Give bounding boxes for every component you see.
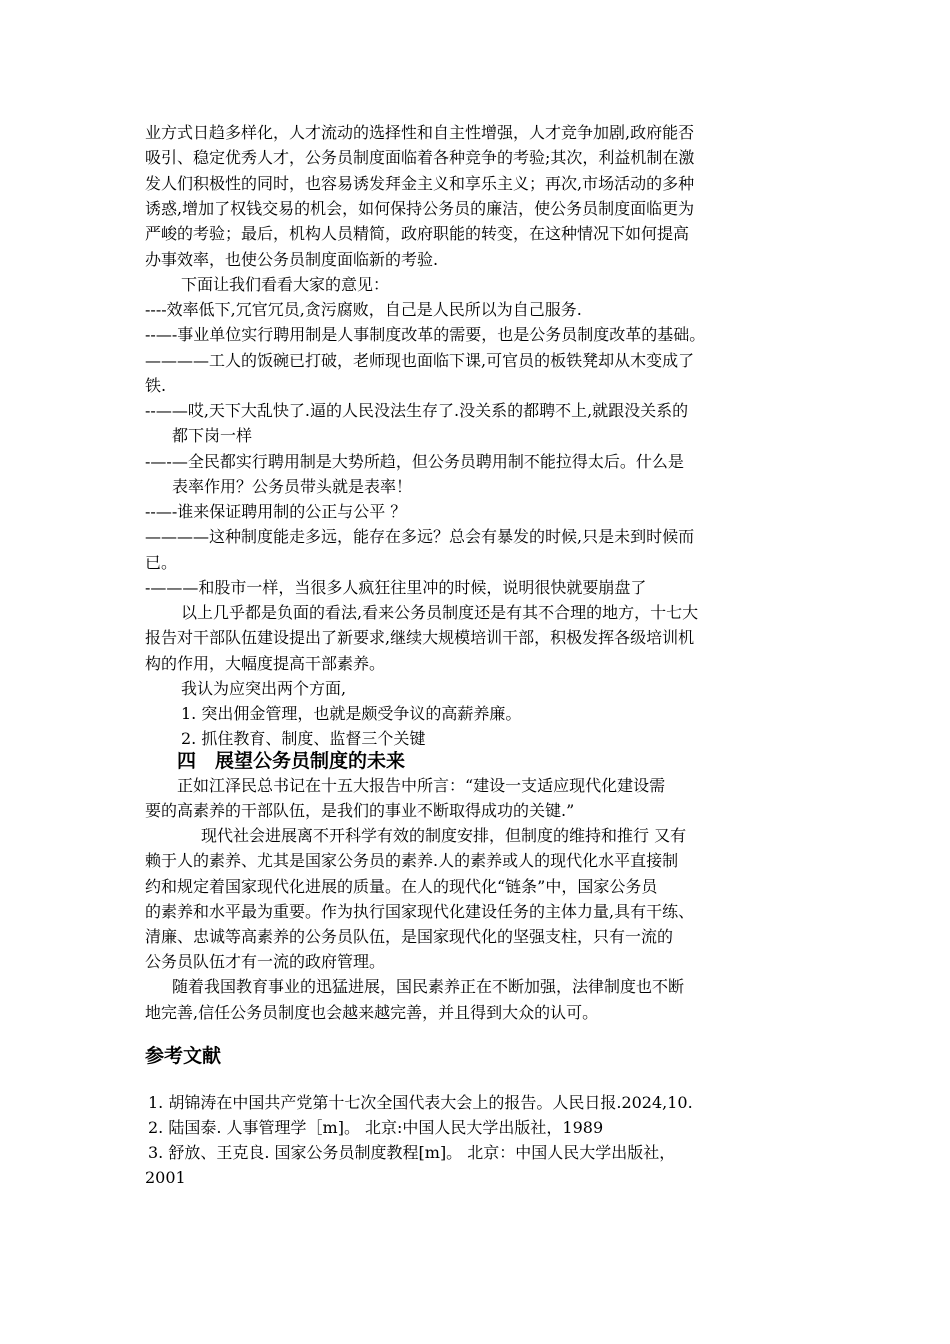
body-line: 业方式日趋多样化，人才流动的选择性和自主性增强，人才竞争加剧,政府能否: [145, 123, 695, 142]
body-line: 赖于人的素养、尤其是国家公务员的素养.人的素养或人的现代化水平直接制: [145, 851, 679, 870]
reference-item: 3. 舒放、王克良. 国家公务员制度教程[m]。 北京：中国人民大学出版社，: [148, 1143, 676, 1162]
body-line: 地完善,信任公务员制度也会越来越完善，并且得到大众的认可。: [145, 1003, 599, 1022]
opinion-line: ----效率低下,冗官冗员,贪污腐败，自己是人民所以为自己服务.: [145, 300, 582, 319]
body-line: 的素养和水平最为重要。作为执行国家现代化建设任务的主体力量,具有干练、: [145, 902, 695, 921]
body-line: 我认为应突出两个方面,: [181, 679, 347, 698]
reference-item: 1. 胡锦涛在中国共产党第十七次全国代表大会上的报告。人民日报.2024,10.: [148, 1093, 693, 1112]
opinion-line: --——哎,天下大乱快了.逼的人民没法生存了.没关系的都聘不上,就跟没关系的: [145, 401, 689, 420]
references-heading: 参考文献: [145, 1045, 222, 1067]
opinion-line: -———和股市一样，当很多人疯狂往里冲的时候，说明很快就要崩盘了: [145, 578, 647, 597]
list-item: 1. 突出佣金管理，也就是颇受争议的高薪养廉。: [181, 704, 522, 723]
opinion-line: 都下岗一样: [172, 426, 253, 445]
body-line: 要的高素养的干部队伍，是我们的事业不断取得成功的关键.”: [145, 801, 575, 820]
body-line: 发人们积极性的同时，也容易诱发拜金主义和享乐主义；再次,市场活动的多种: [145, 174, 695, 193]
reference-item: 2001: [145, 1168, 186, 1187]
body-line: 约和规定着国家现代化进展的质量。在人的现代化“链条”中，国家公务员: [145, 877, 658, 896]
body-line: 公务员队伍才有一流的政府管理。: [145, 952, 386, 971]
body-line: 下面让我们看看大家的意见：: [181, 275, 390, 294]
section-heading: 四 展望公务员制度的未来: [177, 750, 406, 772]
list-item: 2. 抓住教育、制度、监督三个关键: [181, 729, 426, 748]
opinion-line: --—-谁来保证聘用制的公正与公平 ？: [145, 502, 407, 521]
body-line: 以上几乎都是负面的看法,看来公务员制度还是有其不合理的地方，十七大: [181, 603, 699, 622]
body-line: 随着我国教育事业的迅猛进展，国民素养正在不断加强，法律制度也不断: [172, 977, 685, 996]
body-line: 构的作用，大幅度提高干部素养。: [145, 654, 386, 673]
opinion-line: --—-事业单位实行聘用制是人事制度改革的需要，也是公务员制度改革的基础。: [145, 325, 706, 344]
opinion-line: 铁.: [145, 376, 167, 395]
body-line: 吸引、稳定优秀人才，公务员制度面临着各种竞争的考验;其次，利益机制在激: [145, 148, 695, 167]
opinion-line: ————这种制度能走多远，能存在多远？总会有暴发的时候,只是未到时候而: [145, 527, 695, 546]
body-line: 现代社会进展离不开科学有效的制度安排，但制度的维持和推行 又有: [201, 826, 687, 845]
body-line: 诱惑,增加了权钱交易的机会，如何保持公务员的廉洁，使公务员制度面临更为: [145, 199, 695, 218]
opinion-line: -—-—全民都实行聘用制是大势所趋，但公务员聘用制不能拉得太后。什么是: [145, 452, 684, 471]
body-line: 清廉、忠诚等高素养的公务员队伍，是国家现代化的坚强支柱，只有一流的: [145, 927, 674, 946]
body-line: 报告对干部队伍建设提出了新要求,继续大规模培训干部，积极发挥各级培训机: [145, 628, 695, 647]
body-line: 严峻的考验；最后，机构人员精简，政府职能的转变，在这种情况下如何提高: [145, 224, 690, 243]
body-line: 办事效率，也使公务员制度面临新的考验.: [145, 250, 439, 269]
opinion-line: 已。: [145, 553, 178, 572]
opinion-line: ————工人的饭碗已打破，老师现也面临下课,可官员的板铁凳却从木变成了: [145, 351, 695, 370]
opinion-line: 表率作用？公务员带头就是表率！: [172, 477, 413, 496]
reference-item: 2. 陆国泰. 人事管理学［m]。 北京:中国人民大学出版社，1989: [148, 1118, 604, 1137]
body-line: 正如江泽民总书记在十五大报告中所言：“建设一支适应现代化建设需: [177, 776, 666, 795]
